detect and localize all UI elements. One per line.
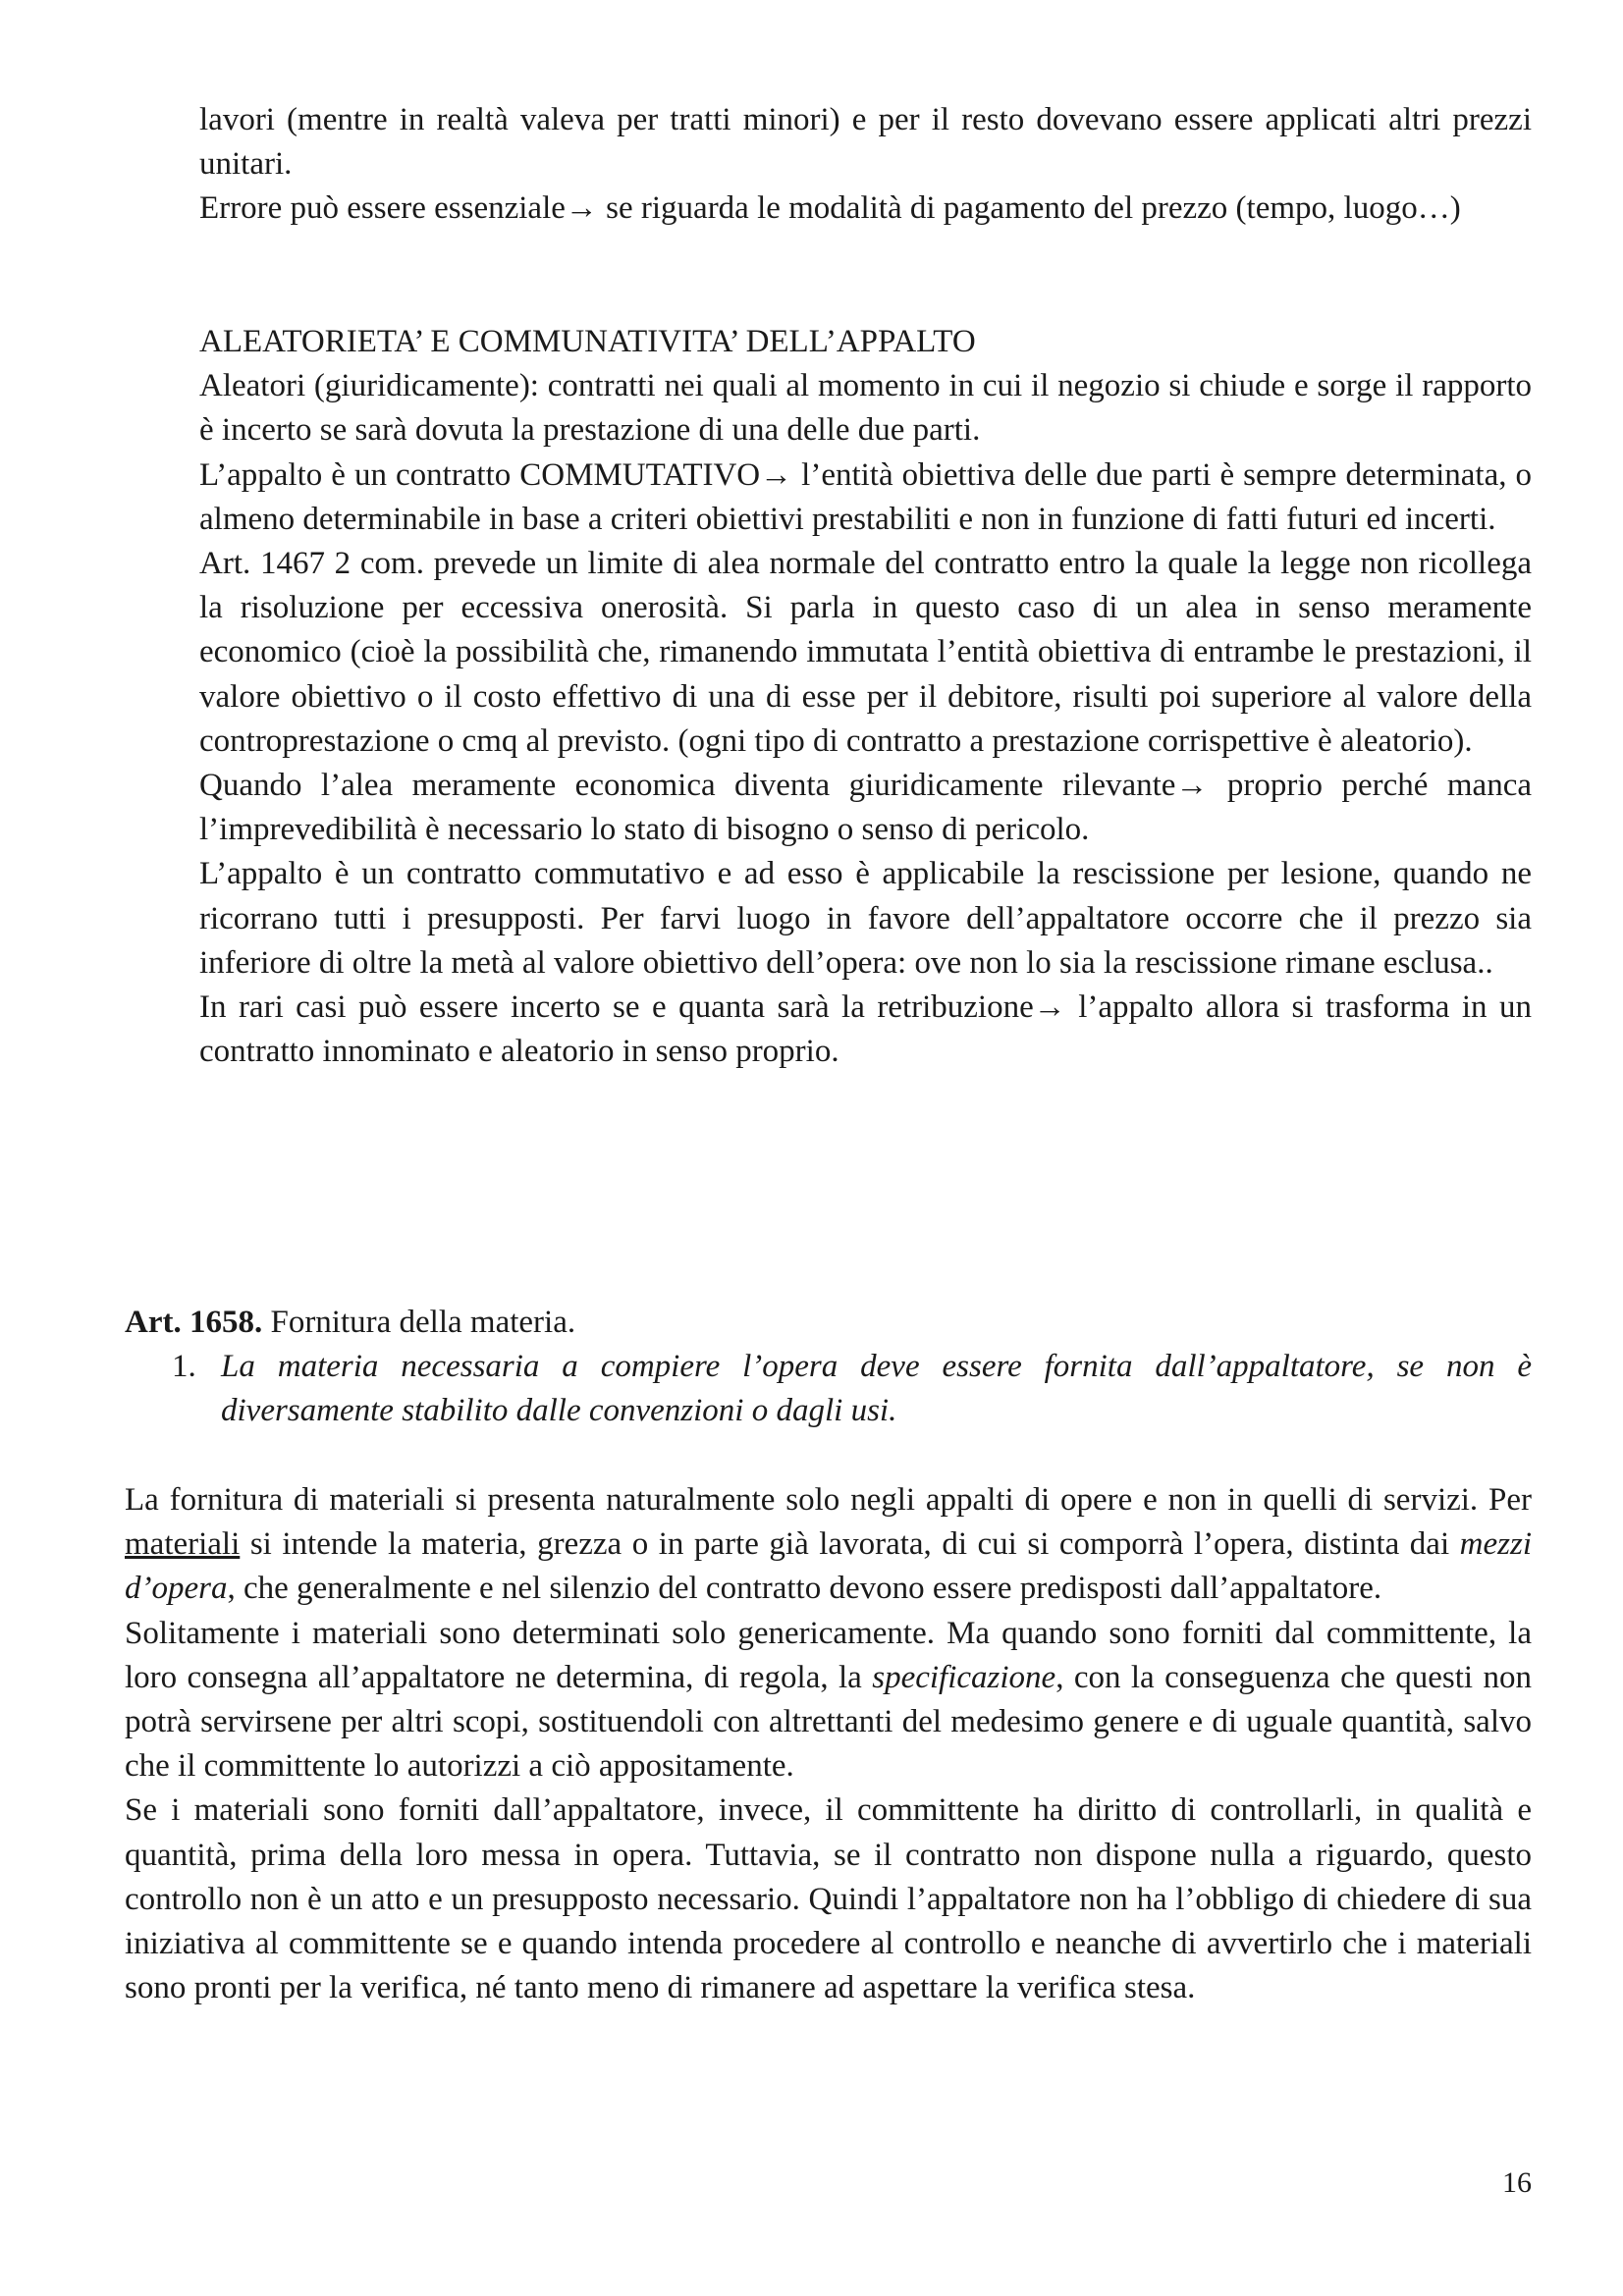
article-heading xyxy=(125,1301,1532,1345)
page-number: 16 xyxy=(1502,2166,1532,2199)
text-segment: La fornitura di materiali si presenta naturalmente solo negli appalti di opere e non in quelli di servizi. Per xyxy=(125,1482,1532,1518)
paragraph-commutativo: L’appalto è un contratto COMMUTATIVO→ l’entità obiettiva delle due parti è sempre determinata, o almeno determinabile in base a criteri obiettivi prestabiliti e non in funzione di fatti futuri ed incerti. xyxy=(199,456,1532,537)
paragraph-continuation: lavori (mentre in realtà valeva per tratti minori) e per il resto dovevano essere applicati altri prezzi unitari. xyxy=(199,102,1532,183)
italic-term: mezzi d’opera xyxy=(125,1526,1532,1607)
text-segment: , con la conseguenza che questi non potrà servirsene per altri scopi, sostituendoli con altrettanti del medesimo genere e di uguale quantità, salvo che il committente lo autorizzi a ciò appositamente. xyxy=(125,1659,1533,1785)
text-segment: si intende la materia, grezza o in parte già lavorata, di cui si comporrà l’opera, distinta dai xyxy=(240,1526,1460,1563)
article-item-number: 1. xyxy=(172,1349,196,1384)
paragraph-rari-casi: In rari casi può essere incerto se e quanta sarà la retribuzione→ l’appalto allora si trasforma in un contratto innominato e aleatorio in senso proprio. xyxy=(199,989,1532,1070)
text-segment: , che generalmente e nel silenzio del contratto devono essere predisposti dall’appaltatore. xyxy=(227,1571,1382,1607)
section-heading: ALEATORIETA’ E COMMUNATIVITA’ DELL’APPALTO xyxy=(199,324,976,359)
article-number: Art. 1658. xyxy=(125,1305,263,1340)
paragraph-art-1467: Art. 1467 2 com. prevede un limite di alea normale del contratto entro la quale la legge non ricollega la risoluzione per eccessiva onerosità. Si parla in questo caso di un alea in senso meramente economico (cioè la possibilità che, rimanendo immutata l’entità obiettiva di entrambe le prestazioni, il valore obiettivo o il costo effettivo di una di esse per il debitore, risulti poi superiore al valore della controprestazione o cmq al previsto. (ogni tipo di contratto a prestazione corrispettive è aleatorio). xyxy=(199,546,1532,759)
article-item-text: La materia necessaria a compiere l’opera deve essere fornita dall’appaltatore, se non è diversamente stabilito dalle convenzioni o dagli usi. xyxy=(221,1349,1532,1429)
paragraph-errore: Errore può essere essenziale→ se riguarda le modalità di pagamento del prezzo (tempo, luogo…) xyxy=(199,190,1461,227)
top-section xyxy=(199,98,1532,232)
paragraph-solitamente xyxy=(125,1612,1532,1789)
paragraph-aleatori: Aleatori (giuridicamente): contratti nei quali al momento in cui il negozio si chiude e sorge il rapporto è incerto se sarà dovuta la prestazione di una delle due parti. xyxy=(199,368,1532,449)
article-item xyxy=(172,1345,1532,1433)
text-segment: Solitamente i materiali sono determinati solo genericamente. Ma quando sono forniti dal committente, la loro consegna all’appaltatore ne determina, di regola, la xyxy=(125,1615,1532,1695)
italic-term: specificazione xyxy=(872,1659,1056,1695)
alea-section xyxy=(199,320,1532,1074)
underlined-term: materiali xyxy=(125,1526,241,1563)
paragraph-controllo: Se i materiali sono forniti dall’appaltatore, invece, il committente ha diritto di controllarli, in qualità e quantità, prima della loro messa in opera. Tuttavia, se il contratto non dispone nulla a riguardo, questo controllo non è un atto e un presupposto necessario. Quindi l’appaltatore non ha l’obbligo di chiedere di sua iniziativa al committente se e quando intenda procedere al controllo e neanche di avvertirlo che i materiali sono pronti per la verifica, né tanto meno di rimanere ad aspettare la verifica stesa. xyxy=(125,1792,1532,2006)
paragraph-fornitura xyxy=(125,1478,1532,1612)
commentary xyxy=(125,1478,1532,2010)
paragraph-rescissione: L’appalto è un contratto commutativo e ad esso è applicabile la rescissione per lesione, quando ne ricorrano tutti i presupposti. Per farvi luogo in favore dell’appaltatore occorre che il prezzo sia inferiore di oltre la metà al valore obiettivo dell’opera: ove non lo sia la rescissione rimane esclusa.. xyxy=(199,856,1532,981)
paragraph-alea-economica: Quando l’alea meramente economica diventa giuridicamente rilevante→ proprio perché manca l’imprevedibilità è necessario lo stato di bisogno o senso di pericolo. xyxy=(199,768,1532,848)
article-title: Fornitura della materia. xyxy=(262,1305,576,1340)
